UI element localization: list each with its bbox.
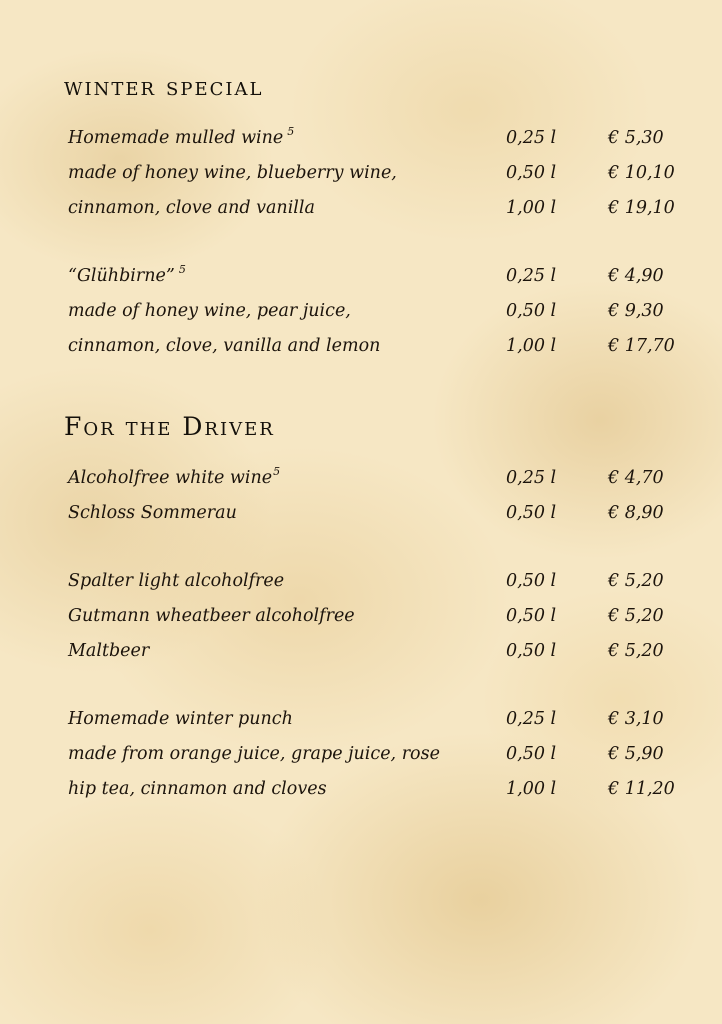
item-price: € 10,10: [608, 163, 675, 183]
item-volume: 1,00 l: [506, 779, 557, 799]
item-volume: 1,00 l: [506, 198, 557, 218]
item-price: € 3,10: [608, 709, 664, 729]
item-description: hip tea, cinnamon and cloves: [68, 779, 327, 799]
item-volume: 0,50 l: [506, 571, 557, 591]
item-volume: 0,25 l: [506, 709, 557, 729]
item-volume: 0,25 l: [506, 128, 557, 148]
menu-row: [0, 297, 722, 325]
item-description: Schloss Sommerau: [68, 503, 237, 523]
item-price: € 5,20: [608, 641, 664, 661]
item-description: Homemade mulled wine $^5$: [68, 125, 295, 148]
menu-row: [0, 262, 722, 290]
menu-row: [0, 602, 722, 630]
menu-row: [0, 159, 722, 187]
menu-row: [0, 464, 722, 492]
item-description: made of honey wine, pear juice,: [68, 301, 351, 321]
item-price: € 11,20: [608, 779, 675, 799]
item-description: Maltbeer: [68, 641, 150, 661]
menu-row: [0, 194, 722, 222]
item-price: € 8,90: [608, 503, 664, 523]
item-volume: 0,25 l: [506, 266, 557, 286]
item-price: € 9,30: [608, 301, 664, 321]
item-description: made from orange juice, grape juice, rose: [68, 744, 440, 764]
item-description: cinnamon, clove and vanilla: [68, 198, 315, 218]
menu-row: [0, 567, 722, 595]
item-volume: 0,50 l: [506, 744, 557, 764]
item-description: Gutmann wheatbeer alcoholfree: [68, 606, 355, 626]
menu-row: [0, 705, 722, 733]
item-description: Spalter light alcoholfree: [68, 571, 285, 591]
menu-row: [0, 740, 722, 768]
menu-row: [0, 499, 722, 527]
item-volume: 0,50 l: [506, 301, 557, 321]
menu-row: [0, 332, 722, 360]
menu-row: [0, 124, 722, 152]
item-price: € 5,20: [608, 606, 664, 626]
item-price: € 5,90: [608, 744, 664, 764]
item-description: “Glühbirne” $^5$: [68, 263, 186, 286]
menu-row: [0, 637, 722, 665]
item-price: € 4,90: [608, 266, 664, 286]
footnote-marker: 5: [178, 263, 186, 276]
item-description: made of honey wine, blueberry wine,: [68, 163, 397, 183]
menu-row: [0, 775, 722, 803]
item-price: € 17,70: [608, 336, 675, 356]
item-volume: 0,50 l: [506, 503, 557, 523]
item-price: € 4,70: [608, 468, 664, 488]
item-price: € 19,10: [608, 198, 675, 218]
item-price: € 5,30: [608, 128, 664, 148]
item-description: Alcoholfree white wine$^5$: [68, 465, 281, 488]
item-description: Homemade winter punch: [68, 709, 293, 729]
item-volume: 0,50 l: [506, 606, 557, 626]
item-volume: 1,00 l: [506, 336, 557, 356]
section-title-winter-special: winter special: [64, 72, 264, 101]
item-volume: 0,50 l: [506, 641, 557, 661]
item-description: cinnamon, clove, vanilla and lemon: [68, 336, 381, 356]
footnote-marker: 5: [273, 465, 281, 478]
item-volume: 0,50 l: [506, 163, 557, 183]
footnote-marker: 5: [287, 125, 295, 138]
section-title-for-the-driver: For the Driver: [64, 412, 275, 441]
item-price: € 5,20: [608, 571, 664, 591]
item-volume: 0,25 l: [506, 468, 557, 488]
